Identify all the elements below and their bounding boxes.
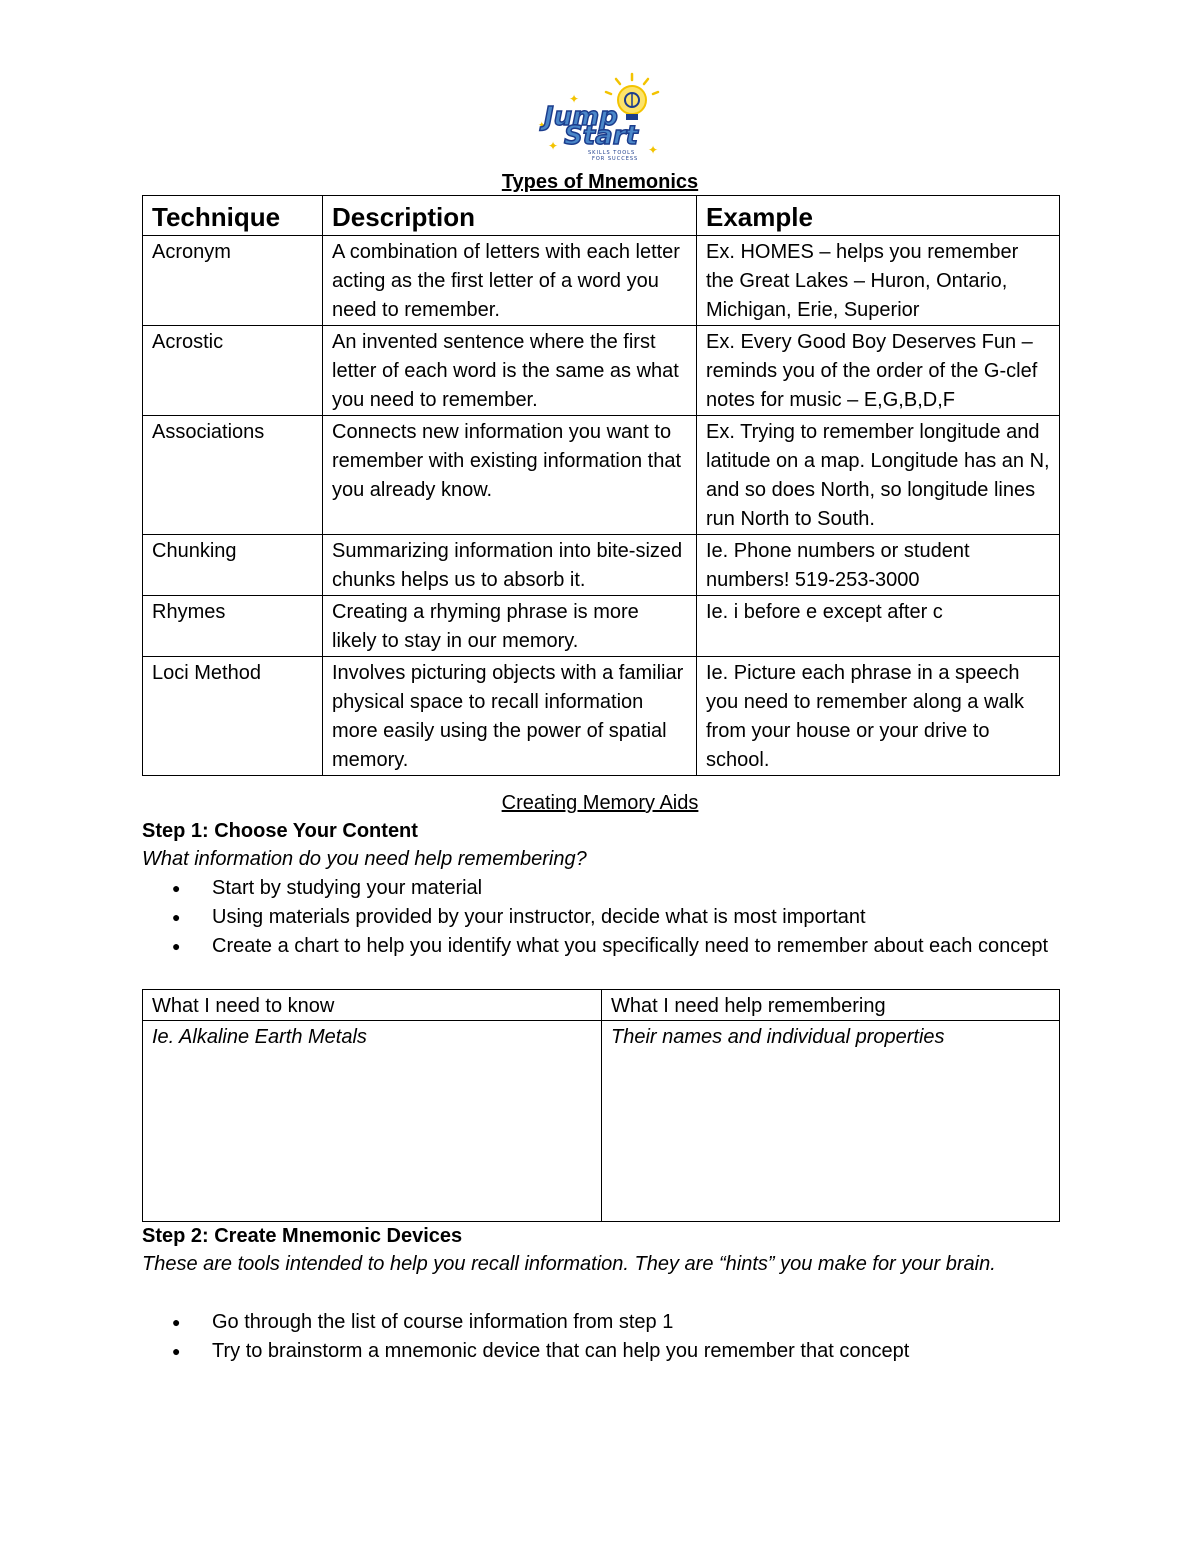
jump-start-logo (536, 70, 664, 162)
technique-cell: Acronym (143, 236, 323, 326)
table-row (143, 416, 1060, 535)
table-header-row (143, 196, 1060, 236)
logo-wordmark-start: Start (564, 121, 638, 151)
list-item: ● Create a chart to help you identify what you specifically need to remember about each concept (142, 932, 1059, 961)
step2-heading: Step 2: Create Mnemonic Devices (142, 1225, 463, 1247)
example-cell: Ie. i before e except after c (697, 596, 1060, 657)
description-cell: A combination of letters with each letter acting as the first letter of a word you need to remember. (323, 236, 697, 326)
chart-header-know: What I need to know (143, 990, 602, 1021)
table-row (143, 535, 1060, 596)
technique-cell: Rhymes (143, 596, 323, 657)
list-item: ● Try to brainstorm a mnemonic device that can help you remember that concept (142, 1337, 1059, 1366)
list-item: ● Start by studying your material (142, 874, 1059, 903)
table-row (143, 236, 1060, 326)
example-cell: Ex. HOMES – helps you remember the Great Lakes – Huron, Ontario, Michigan, Erie, Superior (697, 236, 1060, 326)
table-row (143, 657, 1060, 776)
step1-bullet-list (142, 874, 1059, 961)
example-cell: Ie. Phone numbers or student numbers! 519-253-3000 (697, 535, 1060, 596)
list-item: ● Go through the list of course information from step 1 (142, 1308, 1059, 1337)
technique-cell: Chunking (143, 535, 323, 596)
description-cell: Summarizing information into bite-sized chunks helps us to absorb it. (323, 535, 697, 596)
chart-row (143, 1021, 1060, 1222)
technique-cell: Acrostic (143, 326, 323, 416)
page-title: Types of Mnemonics (501, 171, 699, 193)
svg-text:✦: ✦ (569, 92, 580, 106)
svg-text:✦: ✦ (538, 120, 546, 130)
example-cell: Ex. Trying to remember longitude and latitude on a map. Longitude has an N, and so does North, so longitude lines run North to South. (697, 416, 1060, 535)
logo-wordmark-jump: Jump (544, 102, 618, 132)
description-cell: An invented sentence where the first letter of each word is the same as what you need to remember. (323, 326, 697, 416)
logo-tagline: SKILLS TOOLS (588, 150, 636, 156)
section-title: Creating Memory Aids (501, 792, 699, 814)
step1-heading: Step 1: Choose Your Content (142, 820, 418, 842)
technique-cell: Loci Method (143, 657, 323, 776)
header-example: Example (697, 196, 1060, 236)
svg-text:✦: ✦ (548, 139, 559, 153)
table-row (143, 596, 1060, 657)
example-cell: Ie. Picture each phrase in a speech you need to remember along a walk from your house or your drive to school. (697, 657, 1060, 776)
step1-intro: What information do you need help remembering? (142, 848, 587, 870)
step2-intro: These are tools intended to help you recall information. They are “hints” you make for your brain. (142, 1253, 996, 1275)
header-technique: Technique (143, 196, 323, 236)
chart-header-remember: What I need help remembering (602, 990, 1060, 1021)
table-row (143, 326, 1060, 416)
description-cell: Connects new information you want to remember with existing information that you already know. (323, 416, 697, 535)
step2-bullet-list (142, 1308, 1059, 1366)
mnemonics-table (142, 195, 1060, 776)
header-description: Description (323, 196, 697, 236)
description-cell: Involves picturing objects with a familiar physical space to recall information more easily using the power of spatial memory. (323, 657, 697, 776)
content-chart-table (142, 989, 1060, 1222)
chart-header-row (143, 990, 1060, 1021)
list-item: ● Using materials provided by your instructor, decide what is most important (142, 903, 1059, 932)
technique-cell: Associations (143, 416, 323, 535)
svg-text:✦: ✦ (648, 143, 659, 157)
description-cell: Creating a rhyming phrase is more likely to stay in our memory. (323, 596, 697, 657)
chart-cell-know: Ie. Alkaline Earth Metals (143, 1021, 602, 1222)
svg-text:FOR SUCCESS: FOR SUCCESS (592, 156, 639, 162)
chart-cell-remember: Their names and individual properties (602, 1021, 1060, 1222)
example-cell: Ex. Every Good Boy Deserves Fun – reminds you of the order of the G-clef notes for music – E,G,B,D,F (697, 326, 1060, 416)
